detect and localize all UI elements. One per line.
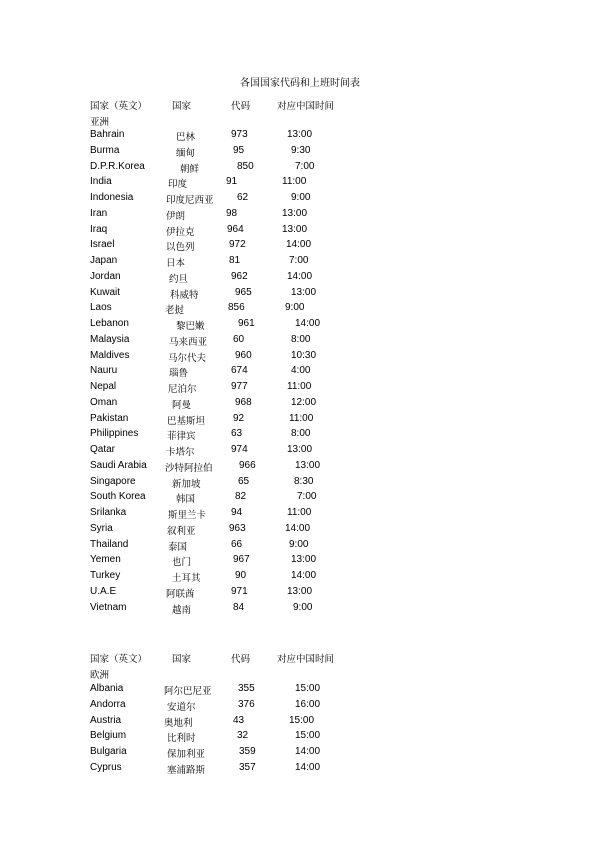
- china-time-cell: 9:00: [291, 192, 311, 203]
- header-time-2: 对应中国时间: [277, 654, 335, 665]
- table-row: [0, 570, 600, 586]
- dial-code-cell: 66: [231, 538, 243, 550]
- dial-code-cell: 62: [237, 192, 249, 203]
- country-zh-cell: 伊拉克: [166, 226, 195, 238]
- china-time-cell: 7:00: [297, 491, 317, 503]
- table-row: [0, 460, 600, 476]
- dial-code-cell: 359: [239, 746, 256, 757]
- china-time-cell: 11:00: [287, 507, 312, 518]
- header-code-2: 代码: [231, 654, 251, 665]
- china-time-cell: 7:00: [289, 255, 309, 266]
- country-zh-cell: 马来西亚: [169, 336, 208, 348]
- country-en-cell: Lebanon: [90, 318, 129, 329]
- dial-code-cell: 968: [235, 396, 252, 408]
- dial-code-cell: 971: [231, 585, 248, 597]
- dial-code-cell: 91: [226, 176, 238, 188]
- country-en-cell: Nepal: [90, 381, 117, 392]
- country-en-cell: Belgium: [90, 730, 127, 742]
- china-time-cell: 14:00: [295, 318, 321, 329]
- dial-code-cell: 964: [227, 223, 244, 235]
- country-en-cell: Andorra: [90, 698, 126, 710]
- table-row: [0, 176, 600, 192]
- dial-code-cell: 856: [228, 302, 245, 314]
- country-en-cell: Laos: [90, 302, 112, 314]
- country-zh-cell: 尼泊尔: [168, 384, 197, 395]
- country-en-cell: South Korea: [90, 491, 146, 503]
- country-en-cell: Jordan: [90, 270, 121, 282]
- table-row: [0, 145, 600, 161]
- header-country-zh: 国家: [172, 101, 192, 112]
- china-time-cell: 13:00: [282, 207, 308, 219]
- dial-code-cell: 674: [231, 365, 248, 377]
- country-en-cell: Philippines: [90, 428, 139, 440]
- china-time-cell: 14:00: [287, 270, 313, 282]
- dial-code-cell: 850: [237, 160, 254, 172]
- table-row: [0, 381, 600, 397]
- country-zh-cell: 越南: [172, 604, 192, 616]
- country-en-cell: India: [90, 176, 112, 188]
- country-zh-cell: 泰国: [168, 541, 188, 553]
- dial-code-cell: 961: [238, 318, 255, 329]
- china-time-cell: 16:00: [295, 698, 321, 710]
- country-en-cell: Thailand: [90, 538, 129, 550]
- china-time-cell: 11:00: [289, 412, 314, 424]
- dial-code-cell: 60: [233, 333, 245, 345]
- china-time-cell: 13:00: [287, 444, 313, 455]
- country-zh-cell: 瑙鲁: [169, 368, 189, 380]
- table-row: [0, 444, 600, 460]
- country-en-cell: Israel: [90, 239, 115, 251]
- china-time-cell: 14:00: [295, 746, 321, 757]
- country-en-cell: Burma: [90, 144, 120, 156]
- country-zh-cell: 阿曼: [172, 399, 192, 411]
- country-en-cell: Qatar: [90, 444, 116, 455]
- dial-code-cell: 90: [235, 570, 247, 581]
- dial-code-cell: 973: [231, 129, 248, 140]
- dial-code-cell: 63: [231, 428, 243, 440]
- country-en-cell: U.A.E: [90, 585, 117, 597]
- china-time-cell: 7:00: [295, 160, 315, 172]
- country-zh-cell: 以色列: [166, 242, 195, 254]
- country-en-cell: Japan: [90, 255, 118, 266]
- country-zh-cell: 保加利亚: [167, 749, 206, 760]
- country-zh-cell: 阿联酋: [166, 588, 195, 600]
- dial-code-cell: 960: [235, 349, 252, 361]
- table-row: [0, 161, 600, 177]
- dial-code-cell: 963: [229, 522, 246, 534]
- country-zh-cell: 印度: [168, 179, 188, 191]
- china-time-cell: 12:00: [291, 396, 317, 408]
- china-time-cell: 13:00: [291, 554, 317, 566]
- table-row: [0, 746, 600, 762]
- table-row: [0, 428, 600, 444]
- country-en-cell: Indonesia: [90, 192, 134, 203]
- dial-code-cell: 972: [229, 239, 246, 251]
- header-country-en-2: 国家（英文）: [90, 654, 148, 665]
- table-row: [0, 334, 600, 350]
- china-time-cell: 13:00: [287, 129, 313, 140]
- country-zh-cell: 约旦: [169, 273, 189, 285]
- country-zh-cell: 韩国: [176, 494, 196, 506]
- country-en-cell: Maldives: [90, 349, 130, 361]
- country-en-cell: Austria: [90, 714, 122, 726]
- country-zh-cell: 马尔代夫: [168, 352, 207, 364]
- header-country-zh-2: 国家: [172, 654, 192, 665]
- china-time-cell: 13:00: [287, 585, 313, 597]
- dial-code-cell: 43: [233, 714, 245, 726]
- country-en-cell: Yemen: [90, 554, 121, 566]
- page-title: 各国国家代码和上班时间表: [240, 78, 360, 89]
- country-en-cell: Bulgaria: [90, 746, 127, 757]
- table-row: [0, 683, 600, 699]
- table-row: [0, 523, 600, 539]
- header-country-en: 国家（英文）: [90, 101, 148, 112]
- country-zh-cell: 比利时: [167, 733, 196, 745]
- country-en-cell: Cyprus: [90, 761, 122, 773]
- table-row: [0, 507, 600, 523]
- china-time-cell: 9:00: [285, 302, 305, 314]
- country-en-cell: Iran: [90, 207, 108, 219]
- table-row: [0, 397, 600, 413]
- dial-code-cell: 965: [235, 286, 252, 298]
- table-row: [0, 554, 600, 570]
- table-row: [0, 318, 600, 334]
- country-zh-cell: 朝鲜: [180, 163, 200, 175]
- dial-code-cell: 376: [238, 698, 255, 710]
- country-en-cell: Singapore: [90, 475, 136, 487]
- table-row: [0, 413, 600, 429]
- country-zh-cell: 缅甸: [176, 147, 196, 159]
- china-time-cell: 8:00: [291, 428, 311, 440]
- country-zh-cell: 也门: [172, 557, 192, 569]
- table-row: [0, 715, 600, 731]
- china-time-cell: 14:00: [295, 761, 321, 773]
- china-time-cell: 13:00: [282, 223, 308, 235]
- china-time-cell: 15:00: [295, 683, 321, 694]
- china-time-cell: 9:00: [293, 601, 313, 613]
- china-time-cell: 10:30: [291, 349, 317, 361]
- table-row: [0, 302, 600, 318]
- country-en-cell: Albania: [90, 683, 124, 694]
- china-time-cell: 14:00: [286, 239, 312, 251]
- country-zh-cell: 黎巴嫩: [176, 321, 205, 332]
- dial-code-cell: 32: [237, 730, 249, 742]
- table-row: [0, 699, 600, 715]
- country-zh-cell: 巴基斯坦: [167, 415, 206, 427]
- dial-code-cell: 355: [238, 683, 255, 694]
- country-zh-cell: 老挝: [165, 305, 185, 317]
- table-row: [0, 271, 600, 287]
- dial-code-cell: 65: [238, 475, 250, 487]
- table-row: [0, 208, 600, 224]
- china-time-cell: 14:00: [291, 570, 317, 581]
- dial-code-cell: 357: [239, 761, 256, 773]
- country-zh-cell: 土耳其: [172, 573, 201, 584]
- country-zh-cell: 卡塔尔: [166, 447, 195, 458]
- country-en-cell: Vietnam: [90, 601, 127, 613]
- table-row: [0, 239, 600, 255]
- country-en-cell: Syria: [90, 522, 113, 534]
- country-zh-cell: 阿尔巴尼亚: [164, 686, 212, 697]
- table-row: [0, 224, 600, 240]
- dial-code-cell: 967: [233, 554, 250, 566]
- table-row: [0, 602, 600, 618]
- header-code: 代码: [231, 101, 251, 112]
- table-row: [0, 350, 600, 366]
- table-row: [0, 539, 600, 555]
- china-time-cell: 8:30: [294, 475, 314, 487]
- dial-code-cell: 977: [231, 381, 248, 392]
- table-row: [0, 476, 600, 492]
- table-row: [0, 255, 600, 271]
- dial-code-cell: 95: [233, 144, 245, 156]
- country-zh-cell: 塞浦路斯: [167, 764, 206, 776]
- dial-code-cell: 92: [233, 412, 245, 424]
- dial-code-cell: 962: [231, 270, 248, 282]
- country-zh-cell: 印度尼西亚: [166, 195, 214, 206]
- country-zh-cell: 安道尔: [167, 701, 196, 713]
- country-en-cell: Srilanka: [90, 507, 127, 518]
- table-row: [0, 586, 600, 602]
- china-time-cell: 4:00: [291, 365, 311, 377]
- region-label-europe: 欧洲: [90, 670, 110, 681]
- table-row: [0, 762, 600, 778]
- china-time-cell: 9:00: [289, 538, 309, 550]
- country-en-cell: Turkey: [90, 570, 121, 581]
- country-en-cell: Saudi Arabia: [90, 459, 147, 471]
- country-en-cell: Bahrain: [90, 129, 125, 140]
- region-label-asia: 亚洲: [90, 117, 110, 128]
- dial-code-cell: 82: [235, 491, 247, 503]
- table-row: [0, 730, 600, 746]
- country-en-cell: Pakistan: [90, 412, 129, 424]
- table-row: [0, 192, 600, 208]
- china-time-cell: 13:00: [291, 286, 317, 298]
- china-time-cell: 14:00: [285, 522, 311, 534]
- china-time-cell: 9:30: [291, 144, 311, 156]
- china-time-cell: 15:00: [295, 730, 321, 742]
- country-zh-cell: 奥地利: [164, 717, 193, 729]
- country-en-cell: D.P.R.Korea: [90, 160, 145, 172]
- country-en-cell: Iraq: [90, 223, 108, 235]
- table-row: [0, 365, 600, 381]
- dial-code-cell: 84: [233, 601, 245, 613]
- country-en-cell: Kuwait: [90, 286, 121, 298]
- dial-code-cell: 974: [231, 444, 248, 455]
- dial-code-cell: 94: [231, 507, 243, 518]
- country-en-cell: Nauru: [90, 365, 118, 377]
- table-row: [0, 287, 600, 303]
- country-en-cell: Malaysia: [90, 333, 130, 345]
- country-zh-cell: 伊朗: [166, 210, 186, 222]
- china-time-cell: 15:00: [289, 714, 315, 726]
- table-row: [0, 491, 600, 507]
- country-zh-cell: 科威特: [170, 289, 199, 301]
- china-time-cell: 11:00: [282, 176, 307, 188]
- china-time-cell: 8:00: [291, 333, 311, 345]
- country-zh-cell: 日本: [166, 258, 186, 269]
- china-time-cell: 13:00: [295, 459, 321, 471]
- dial-code-cell: 81: [229, 255, 241, 266]
- header-time: 对应中国时间: [277, 101, 335, 112]
- dial-code-cell: 98: [226, 207, 238, 219]
- country-zh-cell: 新加坡: [172, 478, 201, 490]
- country-zh-cell: 菲律宾: [167, 431, 196, 443]
- table-row: [0, 129, 600, 145]
- country-zh-cell: 巴林: [176, 132, 196, 143]
- country-en-cell: Oman: [90, 396, 118, 408]
- country-zh-cell: 斯里兰卡: [168, 510, 207, 521]
- dial-code-cell: 966: [239, 459, 256, 471]
- country-zh-cell: 叙利亚: [167, 525, 196, 537]
- country-zh-cell: 沙特阿拉伯: [165, 462, 213, 474]
- china-time-cell: 11:00: [287, 381, 312, 392]
